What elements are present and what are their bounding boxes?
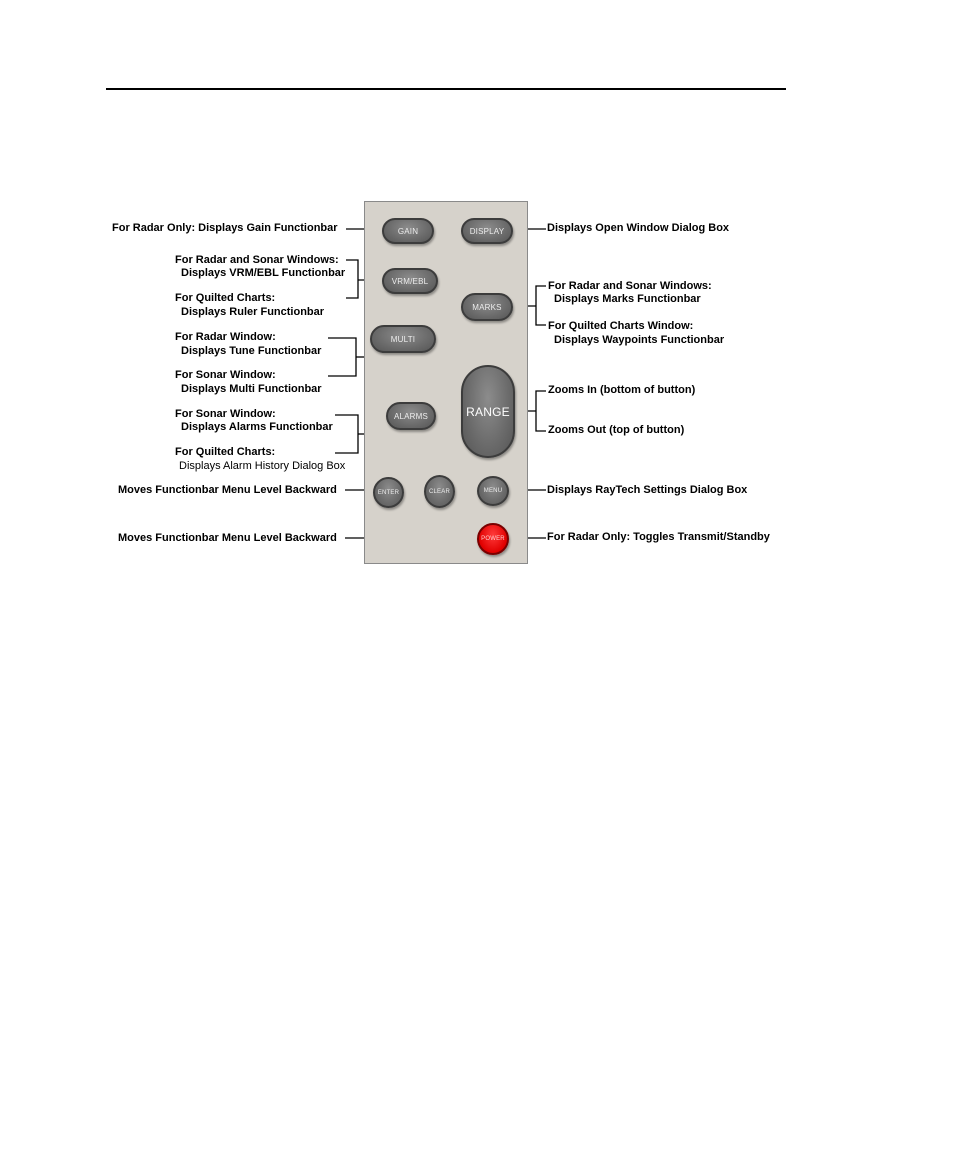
enter-label: Moves Functionbar Menu Level Backward bbox=[118, 484, 337, 496]
multi-label-sonar: For Sonar Window: bbox=[175, 369, 276, 381]
multi-label-radar: For Radar Window: bbox=[175, 331, 276, 343]
vrm-ebl-button[interactable]: VRM/EBL bbox=[382, 268, 438, 294]
marks-button[interactable]: MARKS bbox=[461, 293, 513, 321]
power-button[interactable]: POWER bbox=[477, 523, 509, 555]
display-label: Displays Open Window Dialog Box bbox=[547, 222, 730, 234]
multi-button[interactable]: MULTI bbox=[370, 325, 436, 353]
vrm-label-quilted-desc: Displays Ruler Functionbar bbox=[181, 306, 325, 318]
vrm-label-radar-sonar-desc: Displays VRM/EBL Functionbar bbox=[181, 267, 346, 279]
alarms-label-sonar: For Sonar Window: bbox=[175, 408, 276, 420]
marks-label-quilted: For Quilted Charts Window: bbox=[548, 320, 694, 332]
clear-label: Moves Functionbar Menu Level Backward bbox=[118, 532, 337, 544]
gain-button[interactable]: GAIN bbox=[382, 218, 434, 244]
menu-button[interactable]: MENU bbox=[477, 476, 509, 506]
range-label-zoom-out: Zooms Out (top of button) bbox=[548, 424, 685, 436]
vrm-label-radar-sonar: For Radar and Sonar Windows: bbox=[175, 254, 339, 266]
menu-label: Displays RayTech Settings Dialog Box bbox=[547, 484, 748, 496]
display-button[interactable]: DISPLAY bbox=[461, 218, 513, 244]
range-label-zoom-in: Zooms In (bottom of button) bbox=[548, 384, 696, 396]
marks-label-radar-sonar-desc: Displays Marks Functionbar bbox=[554, 293, 701, 305]
power-label: For Radar Only: Toggles Transmit/Standby bbox=[547, 531, 770, 543]
marks-label-radar-sonar: For Radar and Sonar Windows: bbox=[548, 280, 712, 292]
multi-label-sonar-desc: Displays Multi Functionbar bbox=[181, 383, 322, 395]
clear-button[interactable]: CLEAR bbox=[424, 475, 455, 508]
alarms-button[interactable]: ALARMS bbox=[386, 402, 436, 430]
enter-button[interactable]: ENTER bbox=[373, 477, 404, 508]
range-button[interactable]: RANGE bbox=[461, 365, 515, 458]
alarms-label-quilted-desc: Displays Alarm History Dialog Box bbox=[179, 460, 346, 472]
marks-label-quilted-desc: Displays Waypoints Functionbar bbox=[554, 334, 725, 346]
alarms-label-quilted: For Quilted Charts: bbox=[175, 446, 276, 458]
alarms-label-sonar-desc: Displays Alarms Functionbar bbox=[181, 421, 333, 433]
vrm-label-quilted: For Quilted Charts: bbox=[175, 292, 276, 304]
gain-label: For Radar Only: Displays Gain Functionbar bbox=[112, 222, 338, 234]
multi-label-radar-desc: Displays Tune Functionbar bbox=[181, 345, 322, 357]
